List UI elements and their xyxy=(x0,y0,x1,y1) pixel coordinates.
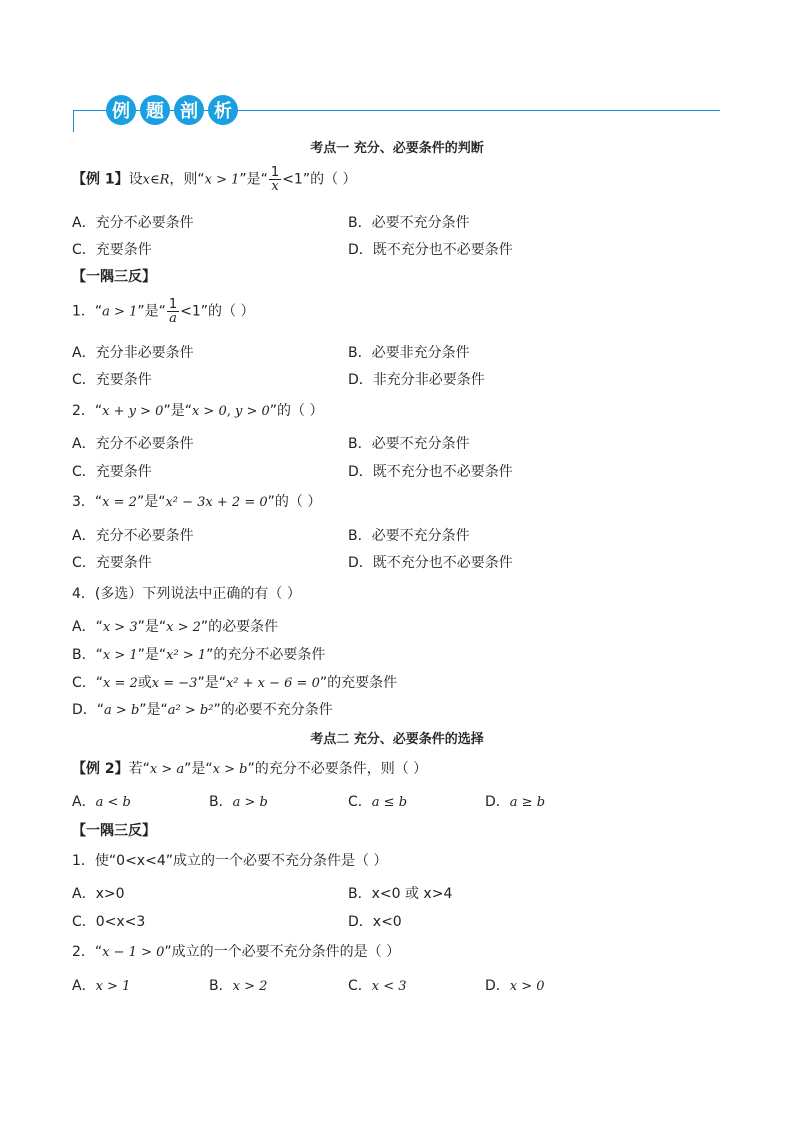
question-3-stem xyxy=(72,491,321,511)
banner-char: 题 xyxy=(140,95,170,125)
option-c: C．0<x<3 xyxy=(72,914,146,930)
option-c: C．x < 3 xyxy=(348,978,407,994)
math: x² + x − 6 = 0 xyxy=(225,676,320,691)
option-a: A．充分非必要条件 xyxy=(72,345,194,361)
fraction: $\frac{1}{x}$ xyxy=(270,165,280,194)
math: x > b xyxy=(212,762,248,777)
option-a: A．x>0 xyxy=(72,886,125,902)
option-c xyxy=(72,672,397,692)
question-6-stem xyxy=(72,941,400,961)
text: D．“ xyxy=(72,702,105,718)
option-b: B．a > b xyxy=(209,794,268,810)
option-a: A．充分不必要条件 xyxy=(72,215,194,231)
option-b xyxy=(72,644,325,664)
text: ”的必要不充分条件 xyxy=(213,702,333,718)
question-2-stem xyxy=(72,400,323,420)
section-title-2: 考点二 充分、必要条件的选择 xyxy=(310,732,484,747)
math: x > 1 xyxy=(204,172,240,188)
text: A．“ xyxy=(72,619,103,635)
banner-char: 剖 xyxy=(174,95,204,125)
text: ”是“ xyxy=(137,619,167,635)
option-d: D．x<0 xyxy=(348,914,402,930)
text: ”是“ xyxy=(197,675,226,691)
example-label: 【例 2】 xyxy=(72,761,129,777)
option-d: D．既不充分也不必要条件 xyxy=(348,464,513,480)
math: x = 2 xyxy=(102,495,137,510)
banner-char: 例 xyxy=(106,95,136,125)
text: 1．“ xyxy=(72,303,103,320)
banner-title xyxy=(106,95,238,127)
text: ”的充分不必要条件 xyxy=(206,647,326,663)
text: <1”的（ ） xyxy=(180,303,255,320)
section-title-1: 考点一 充分、必要条件的判断 xyxy=(310,141,484,156)
text: C．“ xyxy=(72,675,104,691)
math: x² − 3x + 2 = 0 xyxy=(165,495,268,510)
option-d: D．a ≥ b xyxy=(485,794,546,810)
option-b: B．必要非充分条件 xyxy=(348,345,470,361)
math: a > b xyxy=(104,703,140,718)
math: x = 2 xyxy=(103,676,138,691)
math: x + y > 0 xyxy=(102,404,164,419)
math: x > 3 xyxy=(102,620,138,635)
option-c: C．充要条件 xyxy=(72,242,152,258)
example-1-stem xyxy=(72,166,357,193)
text: ”是“ xyxy=(184,761,213,777)
question-5-stem: 1．使“0<x<4”成立的一个必要不充分条件是（ ） xyxy=(72,853,388,869)
option-c: C．充要条件 xyxy=(72,464,152,480)
math: x = −3 xyxy=(151,676,198,691)
option-b: B．必要不充分条件 xyxy=(348,215,470,231)
text: <1”的（ ） xyxy=(282,171,357,188)
example-label: 【例 1】 xyxy=(72,171,129,188)
text: ”的（ ） xyxy=(267,494,322,510)
math: a > 1 xyxy=(102,304,138,320)
math: x > a xyxy=(149,762,185,777)
option-d xyxy=(72,699,333,719)
option-c: C．充要条件 xyxy=(72,555,152,571)
math: x∈R xyxy=(142,172,170,188)
option-c: C．a ≤ b xyxy=(348,794,408,810)
option-b: B．必要不充分条件 xyxy=(348,528,470,544)
yiyu-label-2: 【一隅三反】 xyxy=(72,823,156,839)
text: 2．“ xyxy=(72,403,103,419)
option-d: D．既不充分也不必要条件 xyxy=(348,242,513,258)
text: 若“ xyxy=(128,761,150,777)
banner-char: 析 xyxy=(208,95,238,125)
math: a² > b² xyxy=(167,703,214,718)
text: 或 xyxy=(137,675,152,691)
banner-tick xyxy=(73,110,74,132)
option-b: B．必要不充分条件 xyxy=(348,436,470,452)
option-d: D．既不充分也不必要条件 xyxy=(348,555,513,571)
text: ”是“ xyxy=(139,702,168,718)
text: ”是“ xyxy=(137,303,166,320)
math: x > 2 xyxy=(166,620,201,635)
text: 2．“ xyxy=(72,944,103,960)
text: ”是“ xyxy=(136,494,166,510)
option-d: D．非充分非必要条件 xyxy=(348,372,485,388)
option-a: A．a < b xyxy=(72,794,131,810)
text: ”的（ ） xyxy=(269,403,324,419)
text: 3．“ xyxy=(72,494,103,510)
text: ”是“ xyxy=(137,647,167,663)
math: x − 1 > 0 xyxy=(102,945,165,960)
math: x > 1 xyxy=(102,648,138,663)
text: ”是“ xyxy=(239,171,268,188)
example-2-stem xyxy=(72,758,427,778)
math: x² > 1 xyxy=(166,648,207,663)
option-a: A．x > 1 xyxy=(72,978,131,994)
text: ”成立的一个必要不充分条件的是（ ） xyxy=(164,944,401,960)
math: x > 0, y > 0 xyxy=(191,404,270,419)
option-a xyxy=(72,616,278,636)
question-1-stem xyxy=(72,298,255,325)
option-d: D．x > 0 xyxy=(485,978,545,994)
option-a: A．充分不必要条件 xyxy=(72,436,194,452)
option-c: C．充要条件 xyxy=(72,372,152,388)
option-a: A．充分不必要条件 xyxy=(72,528,194,544)
text: ，则“ xyxy=(169,171,205,188)
text: ”的充要条件 xyxy=(319,675,398,691)
question-4-stem: 4．(多选）下列说法中正确的有（ ） xyxy=(72,586,301,602)
text: ”是“ xyxy=(163,403,192,419)
text: ”的充分不必要条件，则（ ） xyxy=(247,761,428,777)
text: ”的必要条件 xyxy=(200,619,279,635)
text: B．“ xyxy=(72,647,103,663)
option-b: B．x > 2 xyxy=(209,978,268,994)
yiyu-label-1: 【一隅三反】 xyxy=(72,269,156,285)
option-b: B．x<0 或 x>4 xyxy=(348,886,453,902)
fraction: $\frac{1}{a}$ xyxy=(168,297,178,326)
text: 设 xyxy=(128,171,143,188)
